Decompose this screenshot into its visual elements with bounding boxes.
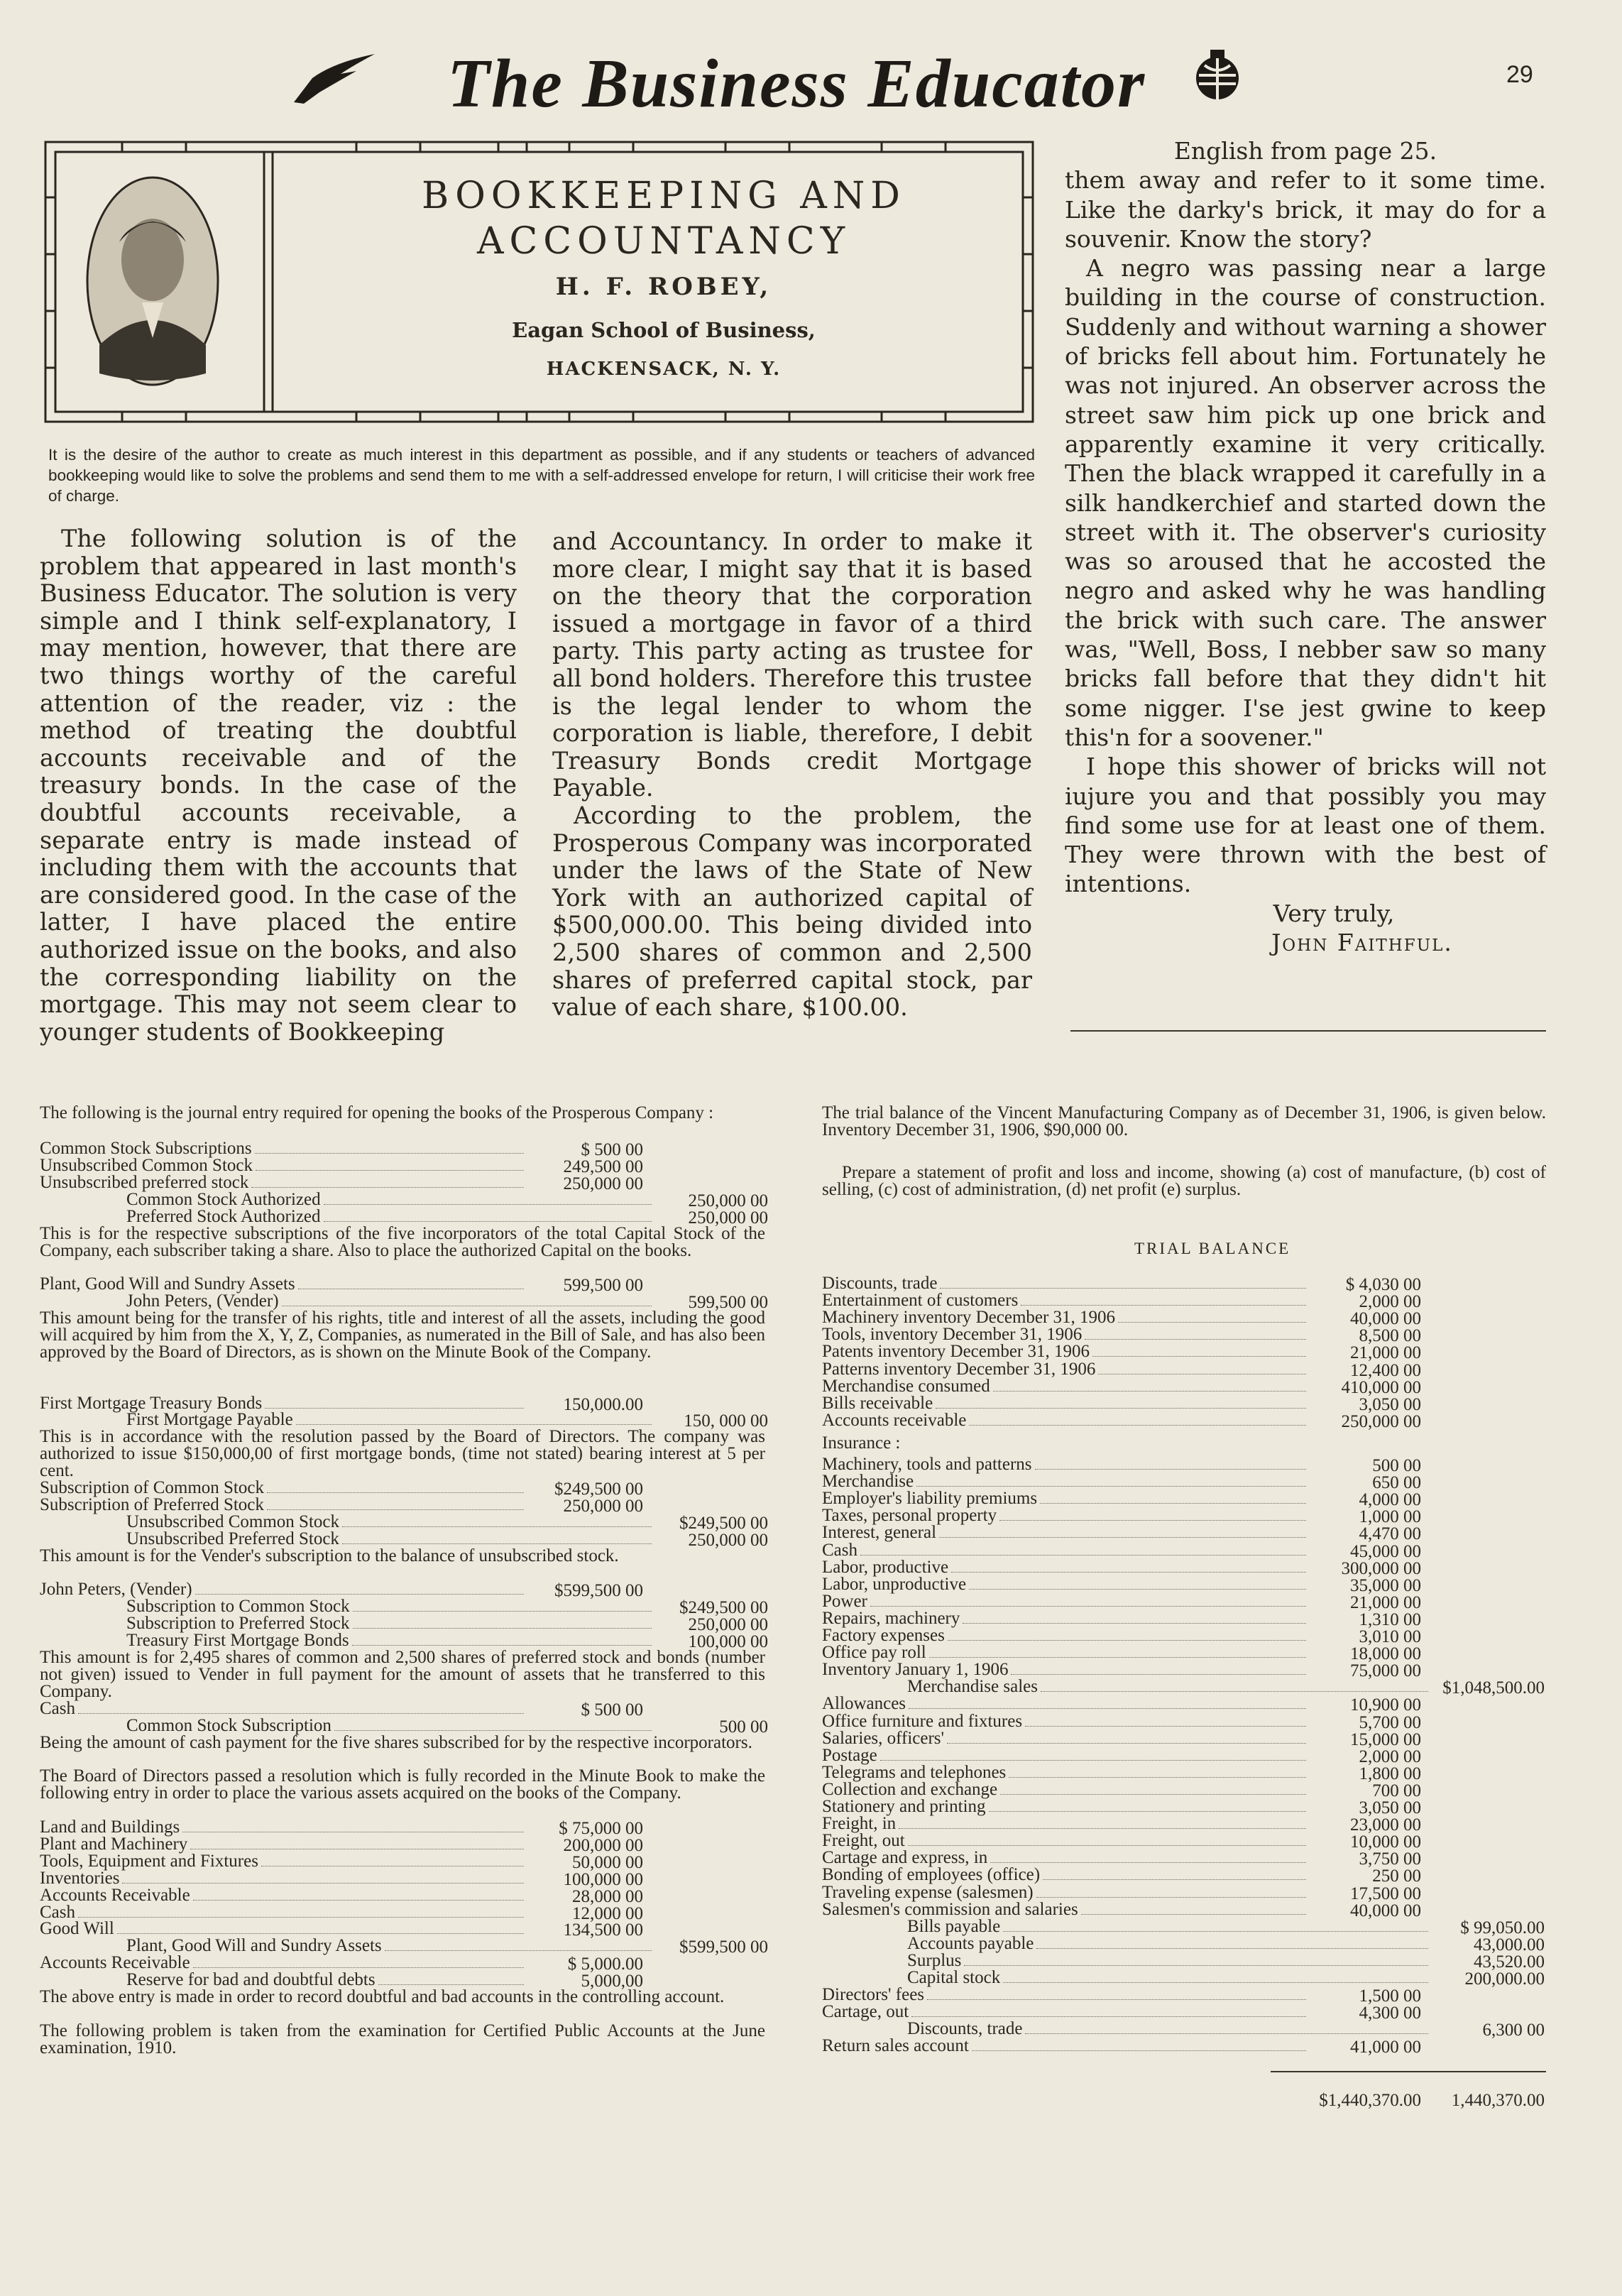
credit-amount: 500 00 [719, 1717, 768, 1737]
total-rule [1414, 2071, 1546, 2072]
dot-leader [899, 1828, 1306, 1829]
ledger-account: Surplus [907, 1950, 962, 1970]
ledger-account: Return sales account [822, 2036, 969, 2056]
debit-amount: $ 500 00 [581, 1700, 643, 1720]
article-column-2 [552, 528, 1032, 1022]
author-school: Eagan School of Business, [512, 318, 816, 342]
credit-amount: 250,000 00 [688, 1615, 768, 1635]
ledger-note: Being the amount of cash payment for the five shares subscribed for by the respective incorporators. [40, 1732, 752, 1752]
debit-amount: $599,500 00 [554, 1581, 643, 1601]
debit-amount: 250 00 [1372, 1866, 1421, 1886]
quill-pen-icon [291, 50, 383, 106]
ledger-account: Bills receivable [822, 1393, 933, 1413]
ledger-account: Cartage and express, in [822, 1848, 988, 1868]
signature: John Faithful. [1271, 929, 1453, 957]
debit-amount: 40,000 00 [1350, 1309, 1421, 1329]
debit-amount: $ 500 00 [581, 1140, 643, 1159]
debit-amount: 250,000 00 [563, 1496, 643, 1516]
total-debit: $1,440,370.00 [1319, 2090, 1421, 2110]
credit-amount: 100,000 00 [688, 1632, 768, 1652]
ledger-account: Freight, in [822, 1814, 897, 1834]
debit-amount: 5,000,00 [581, 1972, 643, 1991]
author-name: H. F. ROBEY, [555, 273, 772, 301]
ledger-account: Salaries, officers' [822, 1728, 945, 1748]
ledger-account: Labor, unproductive [822, 1574, 967, 1594]
debit-amount: 500 00 [1372, 1456, 1421, 1475]
ledger-account: Power [822, 1591, 867, 1611]
ledger-account: Tools, Equipment and Fixtures [40, 1851, 258, 1871]
debit-amount: 700 00 [1372, 1781, 1421, 1800]
ledger-account: John Peters, (Vender) [126, 1291, 279, 1311]
ledger-account: Inventory January 1, 1906 [822, 1660, 1009, 1680]
ledger-account: Subscription of Preferred Stock [40, 1494, 264, 1514]
ledger-account: Merchandise sales [907, 1677, 1038, 1697]
dot-leader [78, 1917, 524, 1918]
debit-amount: 40,000 00 [1350, 1901, 1421, 1920]
dot-leader [1036, 1948, 1428, 1949]
dot-leader [1003, 1931, 1428, 1932]
ledger-account: Traveling expense (salesmen) [822, 1882, 1034, 1902]
ledger-account: Plant and Machinery [40, 1834, 188, 1854]
debit-amount: 12,000 00 [572, 1903, 643, 1923]
dot-leader [964, 1965, 1428, 1966]
credit-amount: 250,000 00 [688, 1530, 768, 1550]
ledger-account: Stationery and printing [822, 1797, 986, 1816]
credit-amount: 200,000.00 [1464, 1969, 1545, 1989]
ledger-note: This amount is for the Vender's subscription to the balance of unsubscribed stock. [40, 1546, 619, 1565]
masthead-title: The Business Educator [447, 45, 1146, 122]
ledger-account: Merchandise [822, 1472, 914, 1492]
credit-amount: $249,500 00 [679, 1598, 768, 1618]
ledger-account: Common Stock Subscriptions [40, 1139, 252, 1158]
debit-amount: 41,000 00 [1350, 2038, 1421, 2057]
ledger-account: Unsubscribed Common Stock [126, 1511, 339, 1531]
ledger-subheading: Insurance : [822, 1433, 901, 1453]
ledger-account: Factory expenses [822, 1626, 945, 1645]
dot-leader [1003, 1982, 1428, 1983]
ledger-account: Unsubscribed Common Stock [40, 1155, 253, 1175]
trial-balance-heading: TRIAL BALANCE [1134, 1240, 1291, 1257]
debit-amount: 250,000 00 [563, 1174, 643, 1193]
ledger-account: Patents inventory December 31, 1906 [822, 1342, 1090, 1362]
debit-amount: 18,000 00 [1350, 1644, 1421, 1664]
total-credit: 1,440,370.00 [1451, 2090, 1545, 2110]
debit-amount: 10,900 00 [1350, 1695, 1421, 1715]
department-title-line1: BOOKKEEPING AND [422, 175, 906, 217]
ledger-account: Subscription of Common Stock [40, 1478, 264, 1497]
debit-amount: 300,000 00 [1341, 1558, 1421, 1578]
dot-leader [909, 1708, 1306, 1709]
dot-leader [911, 2016, 1306, 2017]
ledger-account: Plant, Good Will and Sundry Assets [40, 1274, 295, 1294]
ledger-account: Accounts Receivable [40, 1885, 190, 1905]
debit-amount: 134,500 00 [563, 1920, 643, 1940]
ledger-account: Taxes, personal property [822, 1506, 997, 1526]
credit-amount: 250,000 00 [688, 1208, 768, 1228]
total-rule [1271, 2071, 1423, 2072]
debit-amount: 3,010 00 [1359, 1627, 1421, 1646]
ledger-account: Bonding of employees (office) [822, 1865, 1041, 1885]
ledger-account: Subscription to Common Stock [126, 1597, 350, 1617]
debit-amount: 23,000 00 [1350, 1815, 1421, 1835]
debit-amount: $249,500 00 [554, 1480, 643, 1499]
continuation-heading: English from page 25. [1173, 137, 1437, 165]
article-paragraph: According to the problem, the Prosperous Company was incorporated under the laws of the State of New York with an authorized capital of $500,000.00. This being divided into 2,500 shares of common and 2,500 shares of preferred capital stock, par value of each share, $100.00. [552, 801, 1032, 1022]
page-number: 29 [1506, 61, 1533, 88]
ledger-account: Treasury First Mortgage Bonds [126, 1631, 349, 1651]
column-end-rule [1070, 1030, 1546, 1032]
ledger-account: Common Stock Subscription [126, 1715, 331, 1735]
debit-amount: 1,500 00 [1359, 1986, 1421, 2006]
department-title-line2: ACCOUNTANCY [476, 220, 851, 263]
debit-amount: 1,800 00 [1359, 1764, 1421, 1783]
debit-amount: 21,000 00 [1350, 1343, 1421, 1363]
debit-amount: 10,000 00 [1350, 1832, 1421, 1852]
ledger-account: Plant, Good Will and Sundry Assets [126, 1936, 382, 1956]
ledger-account: Cartage, out [822, 2002, 909, 2022]
journal-intro: The following is the journal entry required for opening the books of the Prosperous Company : [40, 1103, 714, 1122]
dot-leader [870, 1606, 1306, 1607]
debit-amount: 8,500 00 [1359, 1326, 1421, 1346]
ledger-account: Unsubscribed Preferred Stock [126, 1529, 339, 1548]
ledger-account: Cash [40, 1698, 75, 1718]
ledger-account: Directors' fees [822, 1985, 925, 2005]
credit-amount: $1,048,500.00 [1442, 1678, 1545, 1698]
ledger-note: The above entry is made in order to record doubtful and bad accounts in the controlling account. [40, 1987, 725, 2006]
ledger-account: Labor, productive [822, 1557, 949, 1577]
ledger-account: First Mortgage Payable [126, 1410, 293, 1430]
dot-leader [916, 1486, 1306, 1487]
ledger-account: Accounts Receivable [40, 1953, 190, 1973]
ledger-account: John Peters, (Vender) [40, 1580, 192, 1600]
debit-amount: 45,000 00 [1350, 1541, 1421, 1561]
ledger-account: Cash [40, 1902, 75, 1922]
dot-leader [908, 1845, 1306, 1846]
trial-balance-intro: The trial balance of the Vincent Manufacturing Company as of December 31, 1906, is given below. Inventory December 31, 1906, $90,000 00. [822, 1103, 1546, 1139]
ledger-account: Repairs, machinery [822, 1608, 960, 1628]
debit-amount: 3,750 00 [1359, 1849, 1421, 1869]
ledger-account: First Mortgage Treasury Bonds [40, 1393, 263, 1413]
ledger-account: Accounts payable [907, 1933, 1034, 1953]
ledger-account: Subscription to Preferred Stock [126, 1614, 350, 1634]
credit-amount: $ 99,050.00 [1460, 1918, 1545, 1937]
dot-leader [117, 1933, 524, 1934]
ledger-account: Interest, general [822, 1523, 937, 1543]
department-title [305, 173, 1022, 264]
debit-amount: $ 75,000 00 [559, 1819, 643, 1838]
debit-amount: 21,000 00 [1350, 1592, 1421, 1612]
debit-amount: 4,300 00 [1359, 2003, 1421, 2023]
author-city: HACKENSACK, N. Y. [546, 359, 782, 380]
credit-amount: 150, 000 00 [684, 1411, 768, 1431]
credit-amount: $249,500 00 [679, 1513, 768, 1533]
debit-amount: 100,000 00 [563, 1869, 643, 1889]
ledger-account: Capital stock [907, 1968, 1001, 1987]
ledger-account: Freight, out [822, 1831, 905, 1851]
ledger-note: The following problem is taken from the examination for Certified Public Accounts at the June examination, 1910. [40, 2021, 765, 2057]
ledger-account: Inventories [40, 1868, 120, 1888]
closing: Very truly, [1273, 899, 1395, 927]
article-column-1 [40, 525, 517, 1046]
debit-amount: $ 5,000.00 [567, 1955, 643, 1974]
debit-amount: 50,000 00 [572, 1852, 643, 1872]
english-paragraph: A negro was passing near a large building in the course of construction. Suddenly and without warning a shower of bricks fell about him. Fortunately he was not injured. An observer across the street saw him pick up one brick and apparently examine it very critically. Then the black wrapped it carefully in a silk handkerchief and started down the street with it. The observer's curiosity was so aroused that he accosted the negro and asked why he was handling the brick with such care. The answer was, "Well, Boss, I nebber saw so many bricks fall before that they didn't hit some nigger. I'se jest gwine to keep this'n for a soovener." [1065, 254, 1546, 751]
ledger-account: Office furniture and fixtures [822, 1711, 1023, 1731]
dot-leader [1025, 2033, 1428, 2034]
ledger-account: Common Stock Authorized [126, 1189, 321, 1209]
debit-amount: 3,050 00 [1359, 1394, 1421, 1414]
ledger-account: Discounts, trade [907, 2019, 1023, 2039]
ledger-account: Collection and exchange [822, 1779, 998, 1799]
ledger-account: Cash [822, 1540, 857, 1560]
ledger-account: Reserve for bad and doubtful debts [126, 1970, 376, 1990]
ledger-account: Unsubscribed preferred stock [40, 1172, 249, 1192]
english-paragraph: I hope this shower of bricks will not iujure you and that possibly you may find some use for at least one of them. They were thrown with the best of intentions. [1065, 753, 1546, 898]
ledger-note: The Board of Directors passed a resolution which is fully recorded in the Minute Book to make the following entry in order to place the various assets acquired on the books of the Company. [40, 1766, 765, 1803]
article-paragraph: The following solution is of the problem that appeared in last month's Business Educator. The solution is very simple and I think self-explanatory, I may mention, however, that there are two things worthy of the careful attention of the reader, viz : the method of treating the doubtful accounts receivable and of the treasury bonds. In the case of the doubtful accounts receivable, a separate entry is made instead of including them with the accounts that are considered good. In the case of the latter, I have placed the entire authorized issue on the books, and also the corresponding liability on the mortgage. This may not seem clear to younger students of Bookkeeping [40, 525, 517, 1046]
ledger-note: This amount being for the transfer of his rights, title and interest of all the assets, including the good will acquired by him from the X, Y, Z, Companies, as numerated in the Bill of Sale, and has also been approved by the Board of Directors, as is shown on the Minute Book of the Company. [40, 1308, 765, 1362]
ledger-account: Allowances [822, 1694, 906, 1714]
debit-amount: 1,000 00 [1359, 1507, 1421, 1527]
dot-leader [880, 1760, 1306, 1761]
dot-leader [927, 1999, 1306, 2000]
dot-leader [78, 1713, 524, 1714]
credit-amount: $599,500 00 [679, 1937, 768, 1957]
ledger-note: This amount is for 2,495 shares of common and 2,500 shares of preferred stock and bonds (number not given) issued to Vender in full payment for the amount of assets that he transferred to this Company. [40, 1648, 765, 1701]
ledger-account: Salesmen's commission and salaries [822, 1899, 1078, 1919]
dot-leader [860, 1555, 1306, 1556]
debit-amount: 5,700 00 [1359, 1712, 1421, 1732]
ledger-account: Accounts receivable [822, 1410, 967, 1430]
debit-amount: 1,310 00 [1359, 1609, 1421, 1629]
ledger-account: Machinery inventory December 31, 1906 [822, 1308, 1116, 1328]
ledger-account: Machinery, tools and patterns [822, 1455, 1032, 1474]
trial-balance-task: Prepare a statement of profit and loss and income, showing (a) cost of manufacture, (b) cost of selling, (c) cost of administration, (d) net profit (e) surplus. [822, 1163, 1546, 1199]
debit-amount: 28,000 00 [572, 1886, 643, 1906]
english-paragraph: them away and refer to it some time. Like the darky's brick, it may do for a souvenir. Know the story? [1065, 166, 1546, 253]
debit-amount: $ 4,030 00 [1345, 1275, 1421, 1294]
credit-amount: 6,300 00 [1482, 2021, 1545, 2040]
debit-amount: 4,000 00 [1359, 1490, 1421, 1510]
ledger-account: Preferred Stock Authorized [126, 1206, 321, 1226]
article-paragraph: and Accountancy. In order to make it more clear, I might say that it is based on the theory that the corporation issued a mortgage in favor of a third party. This party acting as trustee for all bond holders. Therefore this trustee is the legal lender to whom the corporation is liable, therefore, I debit Treasury Bonds credit Mortgage Payable. [552, 527, 1032, 802]
credit-amount: 43,520.00 [1474, 1952, 1545, 1972]
intro-note: It is the desire of the author to create as much interest in this department as possible, and if any students or teachers of advanced bookkeeping would like to solve the problems and send them to me with a self-addressed envelope for return, I will criticise their work free of charge. [48, 446, 1035, 505]
ledger-note: This is for the respective subscriptions of the five incorporators of the total Capital Stock of the Company, each subscriber taking a share. Also to place the authorized Capital on the books. [40, 1223, 765, 1260]
debit-amount: 410,000 00 [1341, 1377, 1421, 1397]
debit-amount: 599,500 00 [563, 1276, 643, 1296]
debit-amount: 12,400 00 [1350, 1360, 1421, 1380]
debit-amount: 35,000 00 [1350, 1575, 1421, 1595]
debit-amount: 3,050 00 [1359, 1798, 1421, 1817]
debit-amount: 2,000 00 [1359, 1292, 1421, 1312]
debit-amount: 2,000 00 [1359, 1746, 1421, 1766]
ledger-account: Merchandise consumed [822, 1376, 990, 1396]
debit-amount: 150,000.00 [563, 1394, 643, 1414]
debit-amount: 249,500 00 [563, 1157, 643, 1176]
dot-leader [122, 1883, 524, 1884]
globe-emblem-icon [1189, 47, 1246, 104]
ledger-account: Patterns inventory December 31, 1906 [822, 1359, 1096, 1379]
dot-leader [929, 1657, 1306, 1658]
ledger-account: Discounts, trade [822, 1274, 938, 1293]
dot-leader [1041, 1691, 1428, 1692]
debit-amount: 75,000 00 [1350, 1661, 1421, 1681]
credit-amount: 250,000 00 [688, 1191, 768, 1210]
ledger-account: Land and Buildings [40, 1817, 180, 1837]
english-column [1065, 136, 1546, 957]
debit-amount: 4,470 00 [1359, 1524, 1421, 1544]
debit-amount: 200,000 00 [563, 1835, 643, 1855]
author-portrait [85, 175, 220, 388]
ledger-account: Good Will [40, 1919, 114, 1939]
debit-amount: 17,500 00 [1350, 1884, 1421, 1903]
ledger-note: This is in accordance with the resolution passed by the Board of Directors. The company was authorized to issue $150,000,00 of first mortgage bonds, (time not stated) bearing interest at 5 per cent. [40, 1427, 765, 1481]
ledger-account: Telegrams and telephones [822, 1762, 1007, 1782]
ledger-account: Tools, inventory December 31, 1906 [822, 1325, 1083, 1345]
ledger-account: Bills payable [907, 1916, 1001, 1936]
ledger-account: Postage [822, 1745, 877, 1765]
ledger-account: Office pay roll [822, 1643, 926, 1663]
debit-amount: 15,000 00 [1350, 1729, 1421, 1749]
credit-amount: 43,000.00 [1474, 1935, 1545, 1955]
debit-amount: 650 00 [1372, 1473, 1421, 1493]
ledger-account: Employer's liability premiums [822, 1489, 1038, 1509]
ledger-account: Entertainment of customers [822, 1291, 1019, 1311]
debit-amount: 250,000 00 [1341, 1411, 1421, 1431]
credit-amount: 599,500 00 [688, 1293, 768, 1313]
